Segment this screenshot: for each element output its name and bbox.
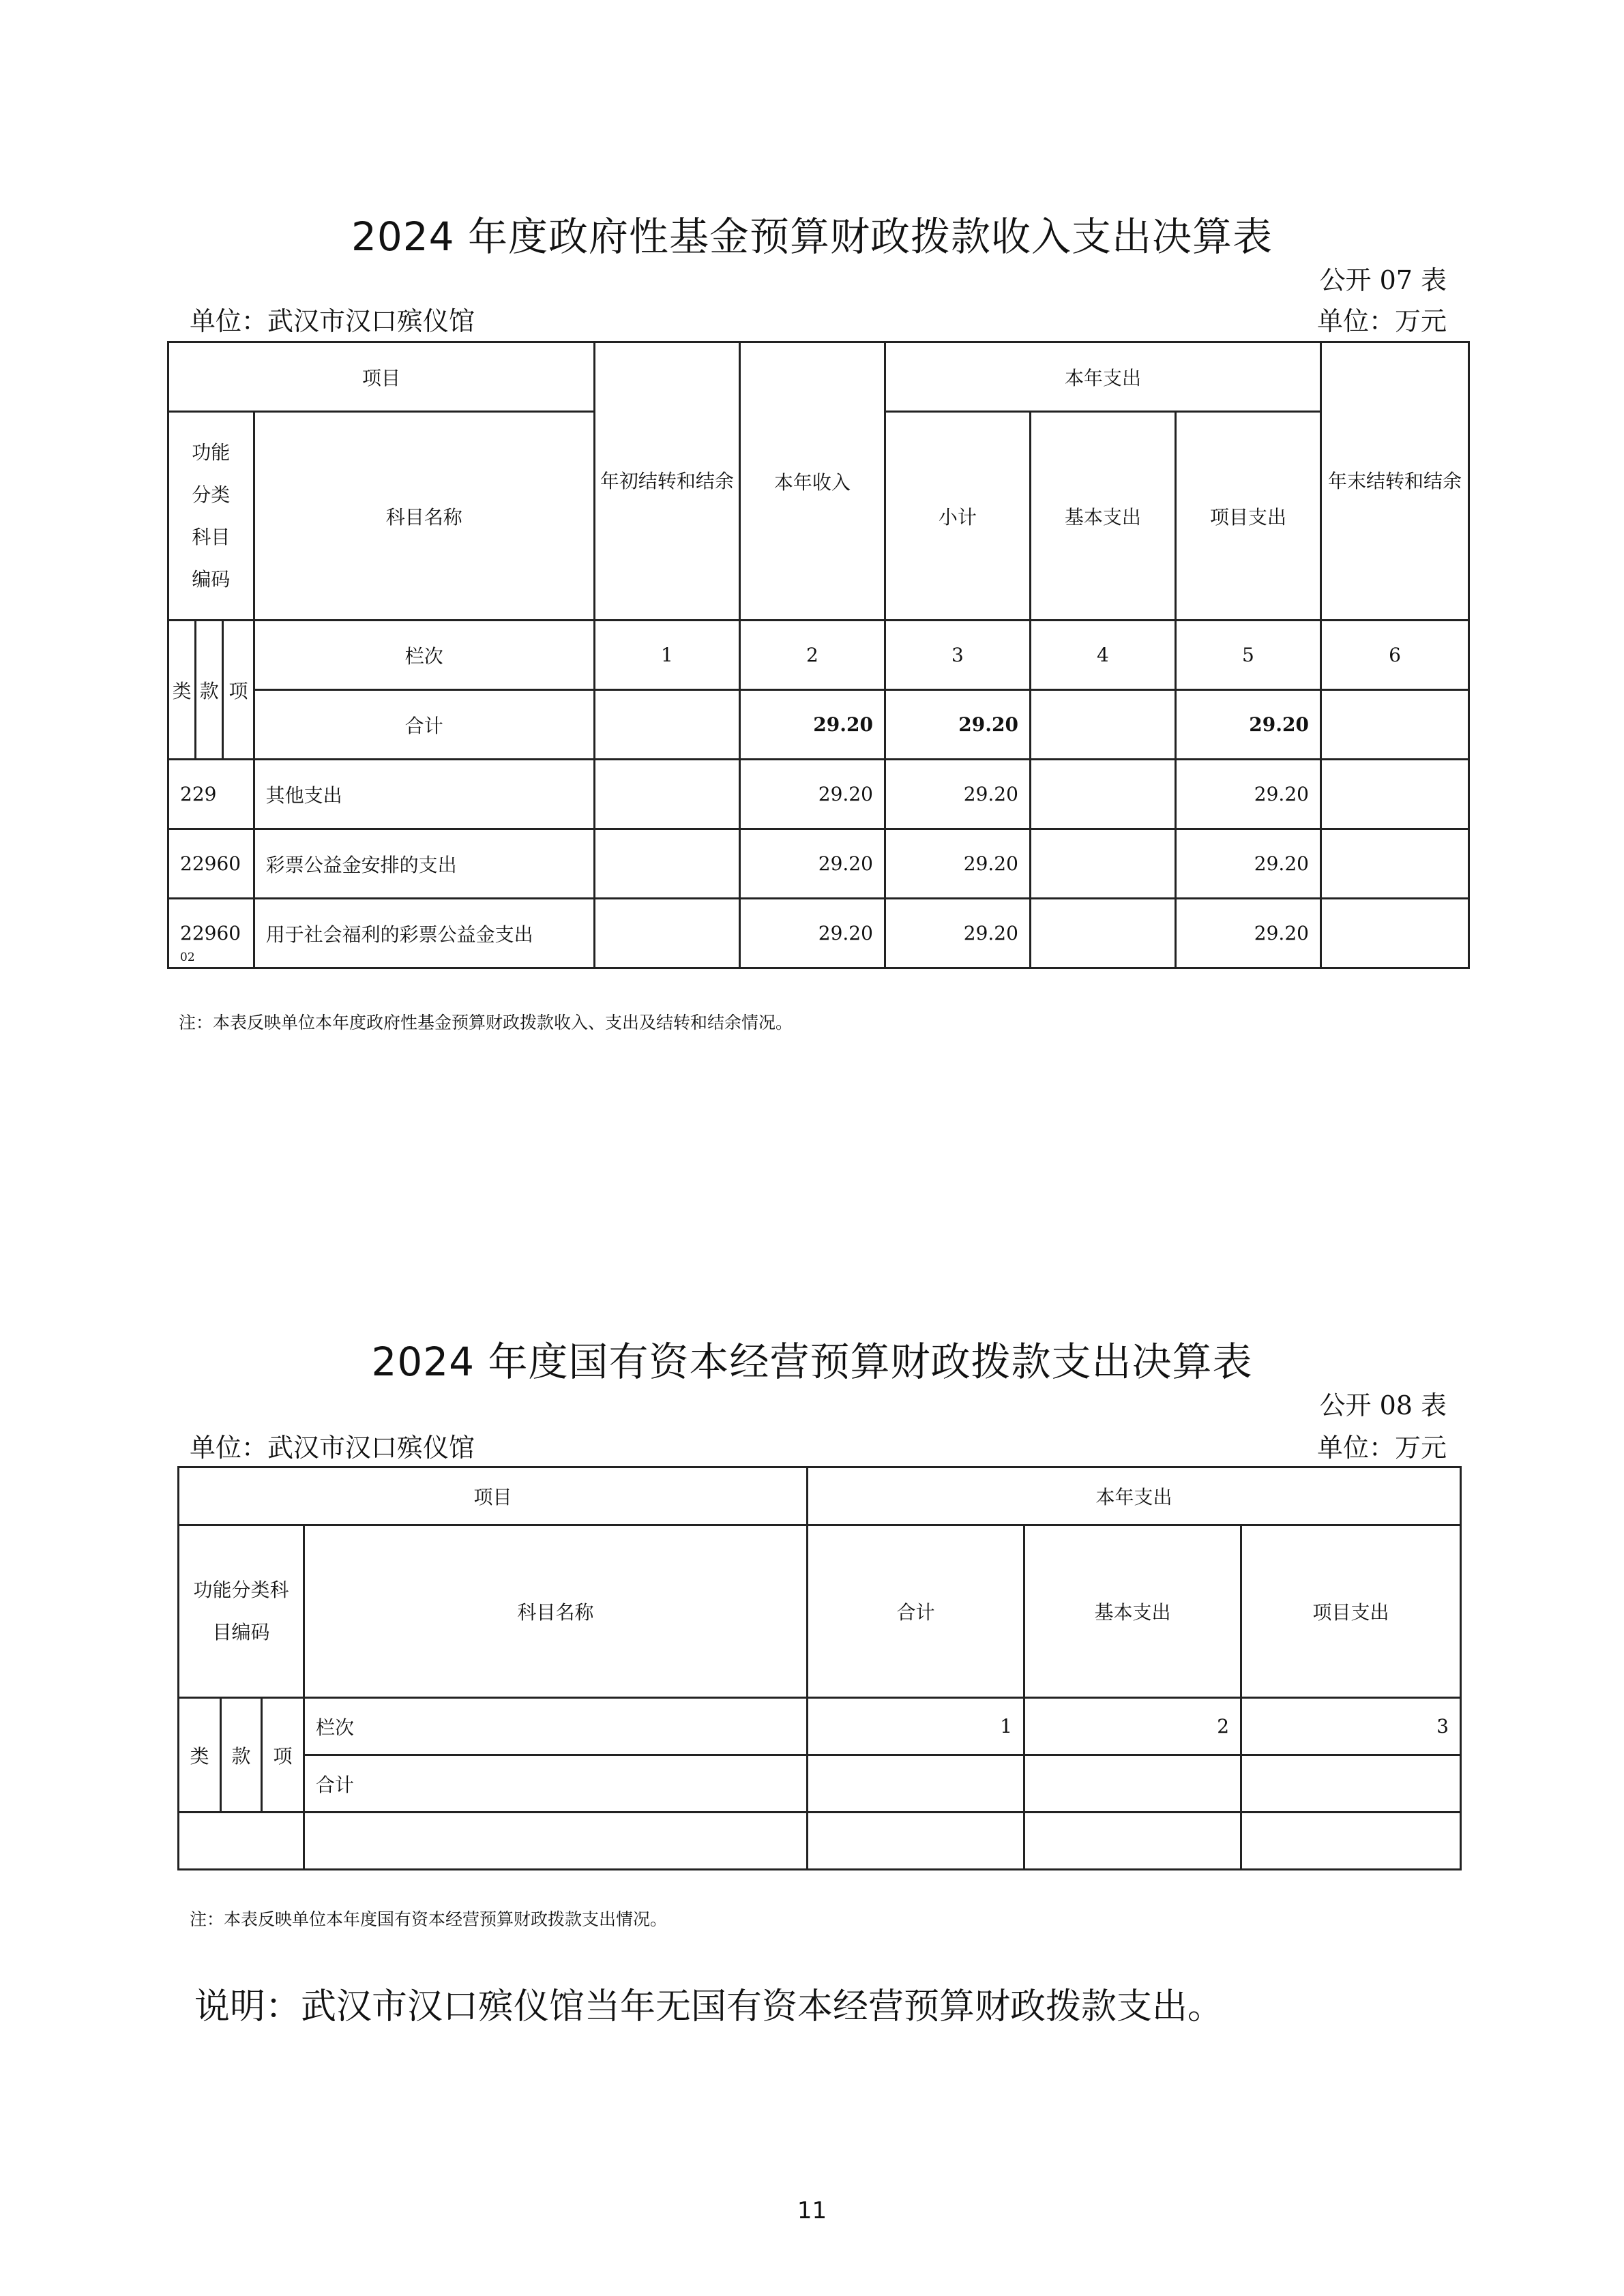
col-num: 2 xyxy=(739,621,885,690)
total-row xyxy=(168,690,1469,760)
row-name: 彩票公益金安排的支出 xyxy=(254,829,594,899)
total-project-exp: 29.20 xyxy=(1175,690,1320,760)
col-num: 3 xyxy=(1241,1698,1461,1755)
table08-unit-left: 单位：武汉市汉口殡仪馆 xyxy=(190,1433,475,1463)
table07-unit-right: 单位：万元 xyxy=(1316,306,1447,336)
col-num: 2 xyxy=(1024,1698,1241,1755)
header-basic: 基本支出 xyxy=(1024,1525,1241,1698)
header-begin-balance: 年初结转和结余 xyxy=(594,342,739,621)
header-project: 项目 xyxy=(168,342,595,412)
table-row xyxy=(168,829,1469,899)
row-subtotal: 29.20 xyxy=(885,760,1030,829)
col-num: 1 xyxy=(594,621,739,690)
table08-code: 公开 08 表 xyxy=(1319,1390,1447,1420)
row-name: 用于社会福利的彩票公益金支出 xyxy=(254,899,594,968)
description: 说明：武汉市汉口殡仪馆当年无国有资本经营预算财政拨款支出。 xyxy=(194,1986,1224,2027)
row-project-exp: 29.20 xyxy=(1175,760,1320,829)
page-number: 11 xyxy=(797,2197,827,2224)
total-label: 合计 xyxy=(254,690,594,760)
table-row xyxy=(168,899,1469,968)
header-lei: 类 xyxy=(168,621,196,760)
header-lanci: 栏次 xyxy=(304,1698,808,1755)
header-project: 项目 xyxy=(179,1467,808,1525)
header-basic: 基本支出 xyxy=(1030,412,1175,621)
header-lanci: 栏次 xyxy=(254,621,594,690)
header-subject-name: 科目名称 xyxy=(304,1525,808,1698)
row-income: 29.20 xyxy=(739,829,885,899)
header-kuan: 款 xyxy=(221,1698,262,1813)
row-subtotal: 29.20 xyxy=(885,899,1030,968)
table07 xyxy=(167,341,1470,969)
row-name: 其他支出 xyxy=(254,760,594,829)
row-code: 22960 xyxy=(168,829,254,899)
header-expense: 本年支出 xyxy=(885,342,1320,412)
col-num: 6 xyxy=(1320,621,1468,690)
header-subject-name: 科目名称 xyxy=(254,412,594,621)
header-func-code: 功能分类科目编码 xyxy=(168,412,254,621)
col-num: 5 xyxy=(1175,621,1320,690)
total-income: 29.20 xyxy=(739,690,885,760)
header-kuan: 款 xyxy=(196,621,223,760)
header-project-exp: 项目支出 xyxy=(1241,1525,1461,1698)
table07-note: 注：本表反映单位本年度政府性基金预算财政拨款收入、支出及结转和结余情况。 xyxy=(179,1013,793,1032)
row-code: 229 xyxy=(168,760,254,829)
header-total: 合计 xyxy=(808,1525,1024,1698)
table07-code: 公开 07 表 xyxy=(1319,265,1447,295)
empty-row xyxy=(179,1813,1461,1870)
total-subtotal: 29.20 xyxy=(885,690,1030,760)
row-code-suffix: 02 xyxy=(180,951,195,964)
header-lei: 类 xyxy=(179,1698,221,1813)
header-subtotal: 小计 xyxy=(885,412,1030,621)
header-expense: 本年支出 xyxy=(808,1467,1461,1525)
header-func-code: 功能分类科目编码 xyxy=(179,1525,304,1698)
header-end-balance: 年末结转和结余 xyxy=(1320,342,1468,621)
col-num: 1 xyxy=(808,1698,1024,1755)
table08-title: 2024 年度国有资本经营预算财政拨款支出决算表 xyxy=(371,1339,1253,1385)
col-num: 4 xyxy=(1030,621,1175,690)
row-income: 29.20 xyxy=(739,899,885,968)
table07-title: 2024 年度政府性基金预算财政拨款收入支出决算表 xyxy=(351,213,1273,260)
header-heji: 合计 xyxy=(304,1755,808,1813)
table-row xyxy=(168,760,1469,829)
table08 xyxy=(177,1466,1462,1870)
row-code-cell xyxy=(168,899,254,968)
header-project-exp: 项目支出 xyxy=(1175,412,1320,621)
row-subtotal: 29.20 xyxy=(885,829,1030,899)
row-income: 29.20 xyxy=(739,760,885,829)
table08-unit-right: 单位：万元 xyxy=(1316,1433,1447,1463)
row-project-exp: 29.20 xyxy=(1175,899,1320,968)
header-income: 本年收入 xyxy=(739,342,885,621)
table08-note: 注：本表反映单位本年度国有资本经营预算财政拨款支出情况。 xyxy=(190,1909,668,1929)
col-num: 3 xyxy=(885,621,1030,690)
row-project-exp: 29.20 xyxy=(1175,829,1320,899)
row-code: 22960 xyxy=(180,922,241,944)
table07-unit-left: 单位：武汉市汉口殡仪馆 xyxy=(190,306,475,336)
header-xiang: 项 xyxy=(262,1698,304,1813)
header-xiang: 项 xyxy=(223,621,254,760)
